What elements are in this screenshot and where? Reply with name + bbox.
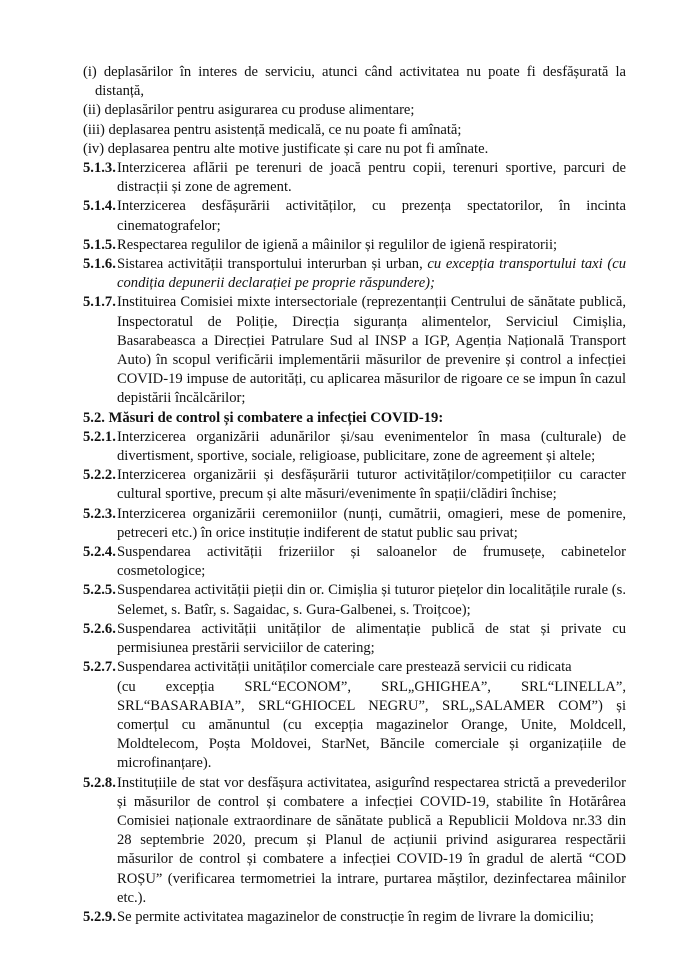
item-text: Interzicerea organizării adunărilor și/sau evenimentelor în masa (culturale) de divertisment, sportive, sociale, religioase, publicitare, zone de agreement și altele; <box>117 428 626 465</box>
list-item <box>83 505 626 543</box>
item-text-italic: cu excepția transportului taxi (cu condiția depunerii declarației pe proprie răspundere); <box>117 256 626 292</box>
item-text: Suspendarea activității unităților de alimentație publică de stat și private cu permisiunea prestării serviciilor de catering; <box>117 620 626 657</box>
section-title: 5.2. Măsuri de control și combatere a infecției COVID-19: <box>83 409 444 426</box>
list-item <box>83 620 626 658</box>
item-number: 5.2.3. <box>83 505 116 522</box>
item-number: 5.1.4. <box>83 198 116 215</box>
item-number: 5.2.2. <box>83 467 116 484</box>
item-number: 5.2.6. <box>83 620 116 637</box>
item-text: Suspendarea activității unităților comerciale care prestează servicii cu ridicata <box>117 659 572 676</box>
list-item <box>83 581 626 619</box>
item-text: Respectarea regulilor de igienă a mâinilor și regulilor de igienă respiratorii; <box>117 236 558 253</box>
item-text: Interzicerea organizării și desfășurării tuturor activităților/competițiilor cu caracter cultural sportive, precum și alte măsuri/evenimente în spații/clădiri închise; <box>117 467 626 503</box>
intro-item: (iii) deplasarea pentru asistență medicală, ce nu poate fi amînată; <box>83 121 462 138</box>
item-number: 5.1.3. <box>83 160 116 177</box>
item-text: Se permite activitatea magazinelor de construcție în regim de livrare la domiciliu; <box>117 908 594 925</box>
item-number: 5.2.4. <box>83 544 116 561</box>
items-5-1 <box>83 159 626 409</box>
item-number: 5.2.8. <box>83 774 116 791</box>
list-item <box>83 255 626 293</box>
intro-item: (ii) deplasărilor pentru asigurarea cu produse alimentare; <box>83 102 415 119</box>
list-item <box>83 908 626 927</box>
item-number: 5.1.7. <box>83 294 116 311</box>
item-number: 5.2.7. <box>83 659 116 676</box>
list-item <box>83 159 626 197</box>
intro-item: (i) deplasărilor în interes de serviciu, atunci când activitatea nu poate fi desfășurată la distanță, <box>83 64 626 100</box>
item-text: Sistarea activității transportului interurban și urban, <box>117 256 428 273</box>
item-text: Interzicerea desfășurării activităților, cu prezența spectatorilor, în incinta cinematografelor; <box>117 198 626 234</box>
list-item <box>83 293 626 408</box>
item-text: Suspendarea activității pieții din or. Cimișlia și tuturor piețelor din localitățile rurale (s. Selemet, s. Batîr, s. Sagaidac, s. Gura-Galbenei, s. Troițcoe); <box>117 582 626 618</box>
item-text: Instituirea Comisiei mixte intersectoriale (reprezentanții Centrului de sănătate publică, Inspectoratul de Poliție, Direcția siguranța alimentelor, Serviciul Cimișlia, Basarabeasca a Direcției Patrulare Sud al INSP a IGP, Agenția Națională Transport Auto) în scopul verificării implementării măsurilor de prevenire și control a infecției COVID-19 impuse de autorități, cu aplicarea măsurilor de rigoare ce se impun în cazul depistării încălcărilor; <box>117 294 626 407</box>
item-number: 5.2.9. <box>83 908 116 925</box>
item-number: 5.2.1. <box>83 428 116 445</box>
item-text: Instituțiile de stat vor desfășura activitatea, asigurînd respectarea strictă a prevederilor și măsurilor de control și combatere a infecției COVID-19, stabilite în Hotărârea Comisiei naționale extraordinare de sănătate publică a Republicii Moldova nr.33 din 28 septembrie 2020, precum și Planul de acțiunii privind asigurarea respectării măsurilor de control și combatere a infecției COVID-19 în gradul de alertă “COD ROȘU” (verificarea termometriei la intrare, purtarea măștilor, dezinfectarea mâinilor etc.). <box>117 774 626 906</box>
list-item <box>83 466 626 504</box>
item-text: Interzicerea aflării pe terenuri de joacă pentru copii, terenuri sportive, parcuri de distracții și zone de agrement. <box>117 160 626 196</box>
list-item <box>83 774 626 908</box>
exception-firms: (cu excepția SRL“ECONOM”, SRL„GHIGHEA”, SRL“LINELLA”, SRL“BASARABIA”, SRL“GHIOCEL NEGRU”, SRL„SALAMER COM”) și comerțul cu amănuntul (cu excepția magazinelor Orange, Unite, Moldcell, Moldtelecom, Poșta Moldovei, StarNet, Băncile comerciale și organizațiile de microfinanțare). <box>117 678 626 772</box>
list-item <box>83 236 626 255</box>
item-number: 5.2.5. <box>83 582 116 599</box>
intro-list <box>83 63 626 159</box>
list-item <box>83 428 626 466</box>
items-5-2 <box>83 428 626 927</box>
item-number: 5.1.6. <box>83 256 116 273</box>
item-text: Interzicerea organizării ceremoniilor (nunți, cumătrii, omagieri, mese de pomenire, petreceri etc.) în orice instituție indiferent de statut public sau privat; <box>117 505 626 541</box>
item-text: Suspendarea activității frizeriilor și saloanelor de frumusețe, cabinetelor cosmetologice; <box>117 544 626 580</box>
list-item <box>83 197 626 235</box>
list-item <box>83 658 626 677</box>
intro-item: (iv) deplasarea pentru alte motive justificate și care nu pot fi amînate. <box>83 140 489 157</box>
item-number: 5.1.5. <box>83 236 116 253</box>
list-item <box>83 543 626 581</box>
